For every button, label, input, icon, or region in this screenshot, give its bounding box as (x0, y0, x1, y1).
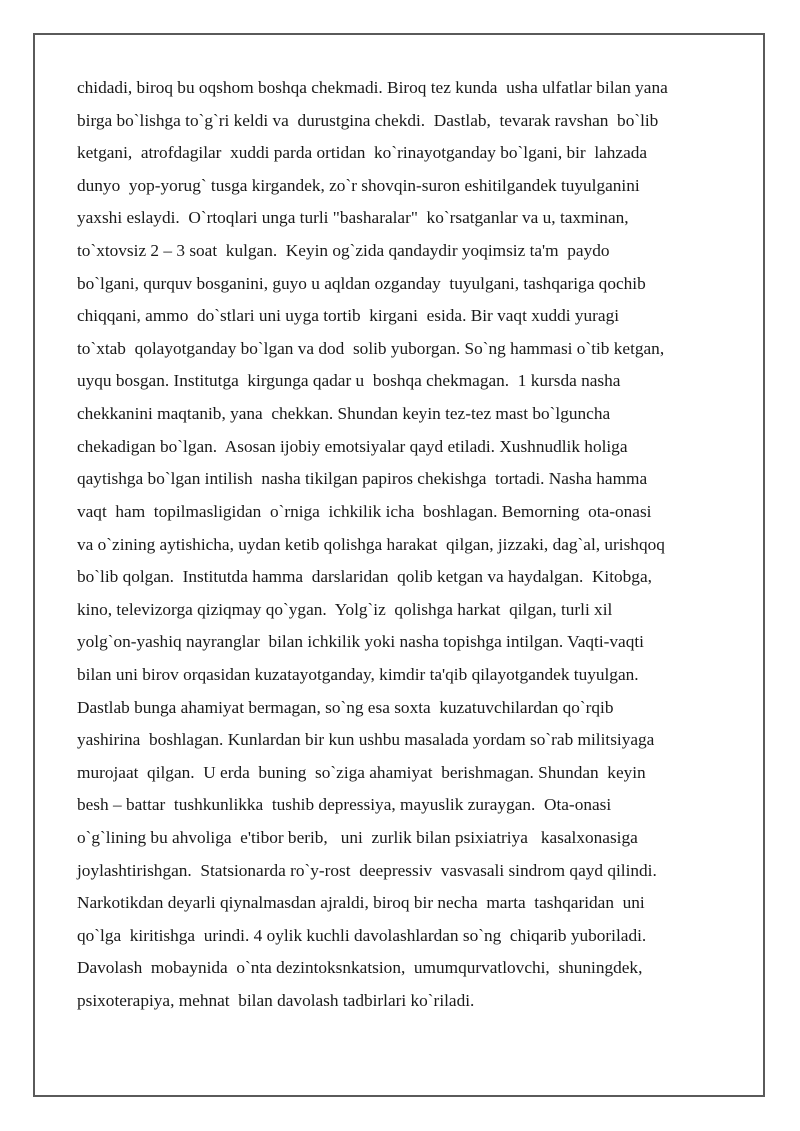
text-line: Narkotikdan deyarli qiynalmasdan ajraldi, biroq bir necha marta tashqaridan uni (77, 893, 645, 913)
text-line: bo`lib qolgan. Institutda hamma darslaridan qolib ketgan va haydalgan. Kitobga, (77, 567, 652, 587)
text-line: murojaat qilgan. U erda buning so`ziga ahamiyat berishmagan. Shundan keyin (77, 762, 646, 782)
text-line: chekadigan bo`lgan. Asosan ijobiy emotsiyalar qayd etiladi. Xushnudlik holiga (77, 436, 628, 456)
text-line: dunyo yop-yorug` tusga kirgandek, zo`r shovqin-suron eshitilgandek tuyulganini (77, 175, 640, 195)
text-line: joylashtirishgan. Statsionarda ro`y-rost deepressiv vasvasali sindrom qayd qilindi. (77, 860, 657, 880)
text-line: yaxshi eslaydi. O`rtoqlari unga turli "basharalar" ko`rsatganlar va u, taxminan, (77, 208, 629, 228)
document-body (77, 74, 737, 1020)
text-line: bo`lgani, qurquv bosganini, guyo u aqldan ozganday tuyulgani, tashqariga qochib (77, 273, 646, 293)
text-line: o`g`lining bu ahvoliga e'tibor berib, uni zurlik bilan psixiatriya kasalxonasiga (77, 828, 638, 848)
text-line: chidadi, biroq bu oqshom boshqa chekmadi. Biroq tez kunda usha ulfatlar bilan yana (77, 78, 668, 97)
text-line: chekkanini maqtanib, yana chekkan. Shundan keyin tez-tez mast bo`lguncha (77, 404, 611, 424)
text-line: birga bo`lishga to`g`ri keldi va durustgina chekdi. Dastlab, tevarak ravshan bo`lib (77, 110, 659, 130)
text-line: to`xtab qolayotganday bo`lgan va dod solib yuborgan. So`ng hammasi o`tib ketgan, (77, 338, 665, 358)
text-line: va o`zining aytishicha, uydan ketib qolishga harakat qilgan, jizzaki, dag`al, urishqoq (77, 534, 665, 554)
text-line: qaytishga bo`lgan intilish nasha tikilgan papiros chekishga tortadi. Nasha hamma (77, 469, 648, 489)
text-line: kino, televizorga qiziqmay qo`ygan. Yolg`iz qolishga harkat qilgan, turli xil (77, 599, 613, 619)
text-line: yolg`on-yashiq nayranglar bilan ichkilik yoki nasha topishga intilgan. Vaqti-vaqti (77, 632, 644, 652)
text-line: Davolash mobaynida o`nta dezintoksnkatsion, umumqurvatlovchi, shuningdek, (77, 958, 643, 978)
text-line: chiqqani, ammo do`stlari uni uyga tortib kirgani esida. Bir vaqt xuddi yuragi (77, 306, 620, 326)
text-line: yashirina boshlagan. Kunlardan bir kun ushbu masalada yordam so`rab militsiyaga (77, 730, 655, 750)
text-line: ketgani, atrofdagilar xuddi parda ortidan ko`rinayotganday bo`lgani, bir lahzada (77, 143, 648, 163)
text-line: besh – battar tushkunlikka tushib depressiya, mayuslik zuraygan. Ota-onasi (77, 795, 612, 815)
text-line: Dastlab bunga ahamiyat bermagan, so`ng esa soxta kuzatuvchilardan qo`rqib (77, 697, 614, 717)
text-line: uyqu bosgan. Institutga kirgunga qadar u boshqa chekmagan. 1 kursda nasha (77, 371, 621, 391)
text-line: psixoterapiya, mehnat bilan davolash tadbirlari ko`riladi. (77, 991, 475, 1011)
text-line: vaqt ham topilmasligidan o`rniga ichkilik icha boshlagan. Bemorning ota-onasi (77, 501, 652, 521)
text-line: bilan uni birov orqasidan kuzatayotganday, kimdir ta'qib qilayotgandek tuyulgan. (77, 664, 639, 684)
text-line: to`xtovsiz 2 – 3 soat kulgan. Keyin og`zida qandaydir yoqimsiz ta'm paydo (77, 241, 610, 261)
text-line: qo`lga kiritishga urindi. 4 oylik kuchli davolashlardan so`ng chiqarib yuboriladi. (77, 925, 647, 945)
